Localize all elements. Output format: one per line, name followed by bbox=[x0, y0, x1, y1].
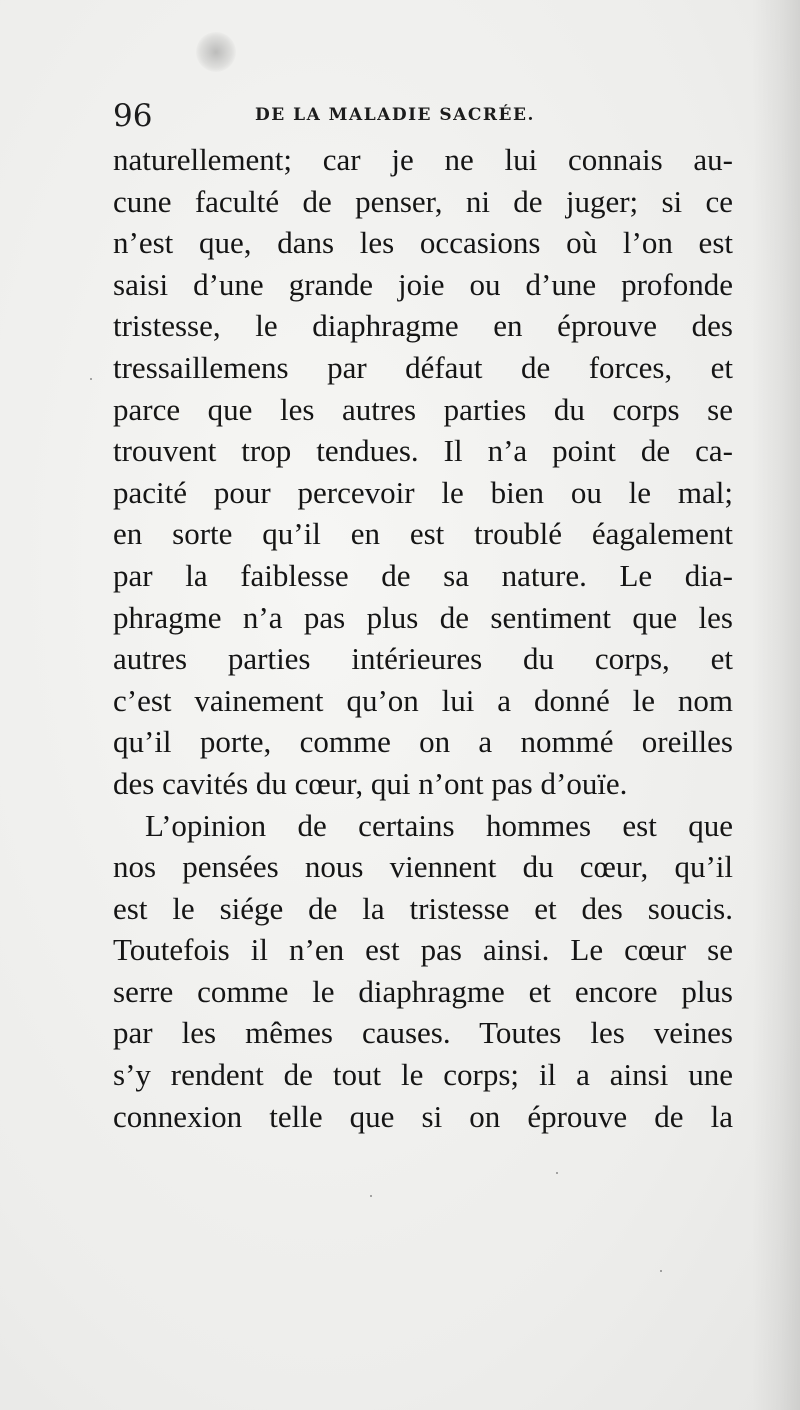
text-line: saisi d’une grande joie ou d’une profonde bbox=[113, 266, 733, 302]
text-line: connexion telle que si on éprouve de la bbox=[113, 1098, 733, 1134]
text-line: autres parties intérieures du corps, et bbox=[113, 641, 733, 677]
text-line: est le siége de la tristesse et des soucis. bbox=[113, 890, 733, 926]
text-line: s’y rendent de tout le corps; il a ainsi une bbox=[113, 1057, 733, 1093]
paper-speck bbox=[90, 378, 92, 380]
paragraph-first-line: L’opinion de certains hommes est que bbox=[145, 807, 733, 843]
body-text bbox=[113, 139, 733, 1137]
text-line: parce que les autres parties du corps se bbox=[113, 391, 733, 427]
text-line: par la faiblesse de sa nature. Le dia- bbox=[113, 557, 733, 593]
ink-smudge bbox=[196, 32, 236, 72]
text-line: qu’il porte, comme on a nommé oreilles bbox=[113, 724, 733, 760]
paper-speck bbox=[556, 1172, 558, 1174]
text-line: tressaillemens par défaut de forces, et bbox=[113, 349, 733, 385]
text-line: serre comme le diaphragme et encore plus bbox=[113, 973, 733, 1009]
page-number: 96 bbox=[113, 98, 153, 134]
running-title: DE LA MALADIE SACRÉE. bbox=[255, 105, 535, 125]
text-line: naturellement; car je ne lui connais au- bbox=[113, 142, 733, 177]
text-line: Toutefois il n’en est pas ainsi. Le cœur se bbox=[113, 932, 733, 968]
text-line: pacité pour percevoir le bien ou le mal; bbox=[113, 474, 733, 510]
text-line: nos pensées nous viennent du cœur, qu’il bbox=[113, 849, 733, 885]
text-line: c’est vainement qu’on lui a donné le nom bbox=[113, 682, 733, 718]
paper-speck bbox=[660, 1270, 662, 1272]
text-line: en sorte qu’il en est troublé éagalement bbox=[113, 516, 733, 552]
text-line: tristesse, le diaphragme en éprouve des bbox=[113, 308, 733, 344]
text-line: cune faculté de penser, ni de juger; si ce bbox=[113, 183, 733, 219]
text-line: n’est que, dans les occasions où l’on est bbox=[113, 225, 733, 261]
text-line: phragme n’a pas plus de sentiment que les bbox=[113, 599, 733, 635]
text-line: des cavités du cœur, qui n’ont pas d’ouïe. bbox=[113, 765, 628, 801]
text-line: trouvent trop tendues. Il n’a point de ca- bbox=[113, 433, 733, 469]
text-line: par les mêmes causes. Toutes les veines bbox=[113, 1015, 733, 1051]
page-edge-shadow bbox=[752, 0, 800, 1410]
running-head bbox=[113, 94, 593, 138]
paper-speck bbox=[370, 1195, 372, 1197]
